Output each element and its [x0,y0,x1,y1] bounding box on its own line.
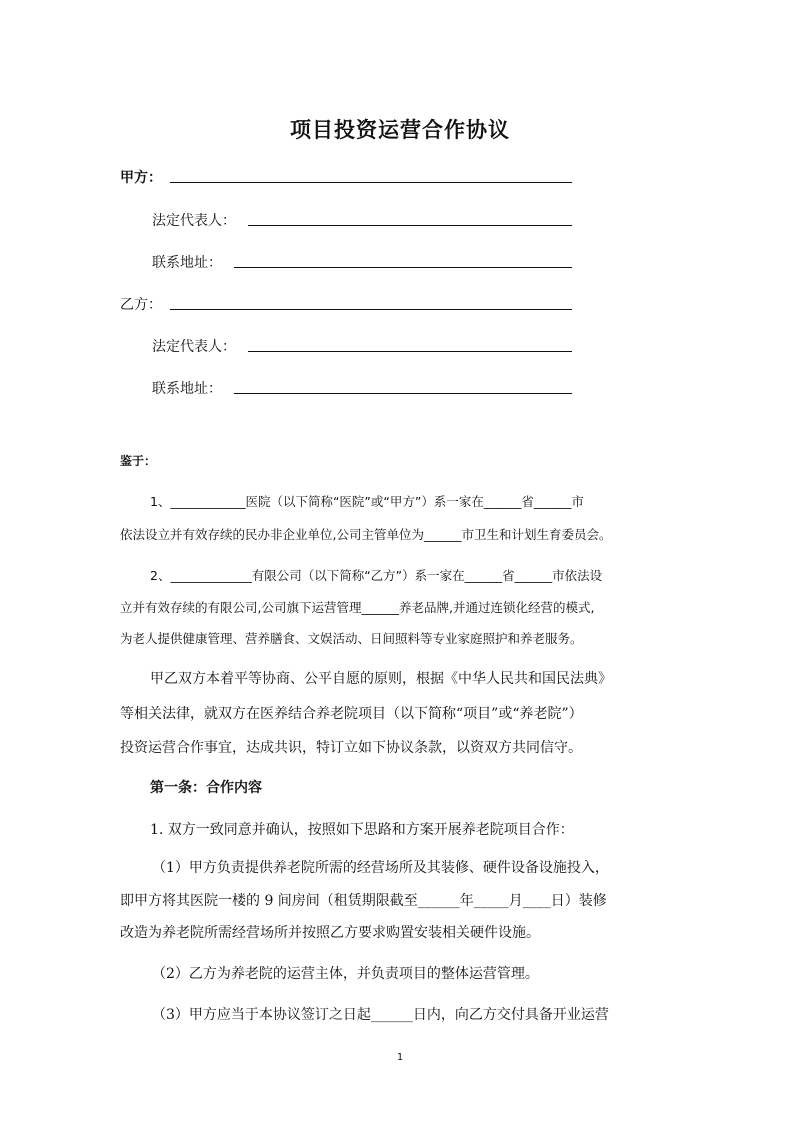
party-a-addr-field [152,252,222,272]
clause-2-line-3: 为老人提供健康管理、营养膳食、文娱活动、日间照料等专业家庭照护和养老服务。 [120,631,583,646]
party-b-addr-field [152,378,222,398]
party-a-label: 甲方： [120,170,162,186]
party-a-rep-field [152,210,236,230]
party-a-addr-blank [234,267,572,268]
page-number: 1 [396,1052,404,1063]
article-1-p1: 1. 双方一致同意并确认，按照如下思路和方案开展养老院项目合作： [150,822,574,838]
party-b-label: 乙方： [120,297,162,313]
party-b-field [120,294,162,314]
article-1-item-1-line-1: （1）甲方负责提供养老院所需的经营场所及其装修、硬件设备设施投入， [152,860,609,876]
intro-line-3: 投资运营合作事宜，达成共识，特订立如下协议条款，以资双方共同信守。 [120,740,582,756]
article-1-item-2: （2）乙方为养老院的运营主体，并负责项目的整体运营管理。 [152,966,539,982]
article-1-item-1-line-2: 即甲方将其医院一楼的 9 间房间（租赁期限截至______年_____月____日）装修 [120,893,607,909]
whereas-heading: 鉴于： [120,454,157,468]
document-title: 项目投资运营合作协议 [290,118,510,142]
intro-line-2: 等相关法律，就双方在医养结合养老院项目（以下简称“项目”或“养老院”） [120,706,583,722]
party-a-addr-label: 联系地址： [152,255,222,271]
article-1-item-3: （3）甲方应当于本协议签订之日起______日内，向乙方交付具备开业运营 [152,1007,609,1023]
party-b-blank [170,309,572,310]
party-b-addr-label: 联系地址： [152,381,222,397]
party-a-field [120,167,162,187]
clause-1-line-1: 1、____________医院（以下简称“医院”或“甲方”）系一家在______省______市 [150,494,584,509]
party-b-rep-label: 法定代表人： [152,339,236,355]
party-a-blank [170,182,572,183]
clause-2-line-1: 2、_____________有限公司（以下简称“乙方”）系一家在______省______市依法设 [150,568,603,583]
clause-1-line-2: 依法设立并有效存续的民办非企业单位,公司主管单位为______市卫生和计划生育委员会。 [120,527,612,542]
party-b-addr-blank [234,393,572,394]
party-b-rep-blank [248,351,572,352]
party-a-rep-blank [248,225,572,226]
article-1-item-1-line-3: 改造为养老院所需经营场所并按照乙方要求购置安装相关硬件设施。 [120,925,540,941]
clause-2-line-2: 立并有效存续的有限公司,公司旗下运营管理______养老品牌,并通过连锁化经营的模式, [120,600,595,615]
article-1-heading: 第一条：合作内容 [150,780,262,796]
party-b-rep-field [152,336,236,356]
party-a-rep-label: 法定代表人： [152,213,236,229]
intro-line-1: 甲乙双方本着平等协商、公平自愿的原则，根据《中华人民共和国民法典》 [150,671,612,687]
